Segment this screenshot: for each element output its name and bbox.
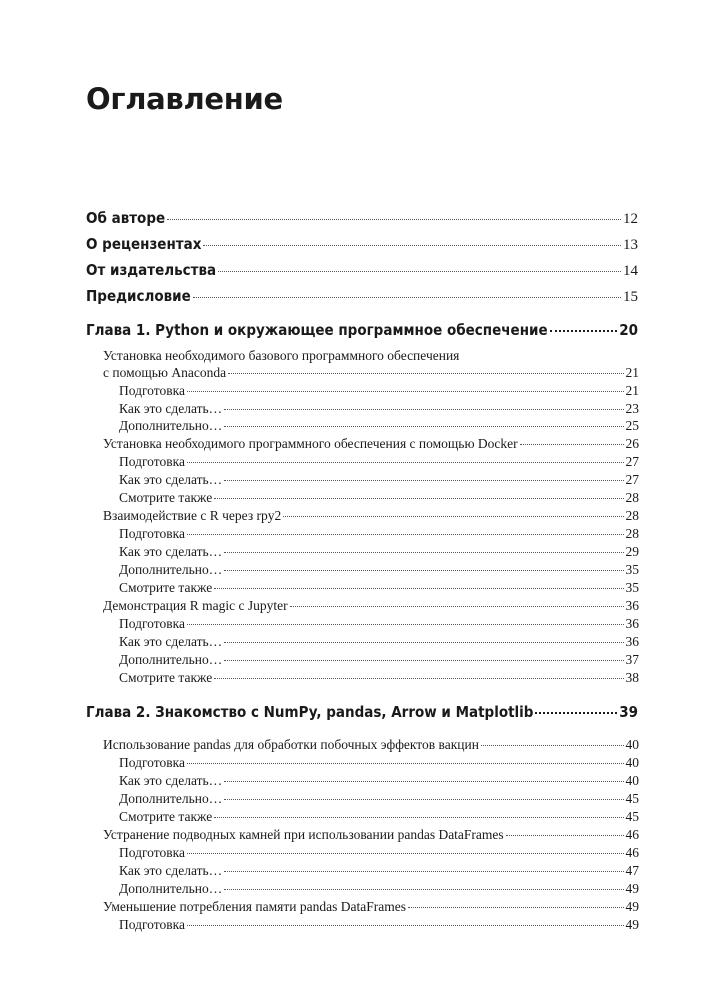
toc-subsection-label: Как это сделать… xyxy=(119,472,223,487)
toc-subsection-label: Подготовка xyxy=(119,454,185,469)
toc-subsection-label: Смотрите также xyxy=(119,809,213,824)
leader-dots xyxy=(481,745,624,746)
toc-section-page: 46 xyxy=(625,827,639,842)
toc-subsection-label: Подготовка xyxy=(119,616,185,631)
toc-subsection-page: 27 xyxy=(625,472,639,487)
toc-section-label: Устранение подводных камней при использовании pandas DataFrames xyxy=(103,827,504,842)
toc-subsection[interactable] xyxy=(119,472,639,488)
leader-dots xyxy=(224,781,623,782)
toc-subsection-page: 28 xyxy=(625,526,639,541)
leader-dots xyxy=(224,889,623,890)
toc-subsection-page: 25 xyxy=(625,418,639,433)
leader-dots xyxy=(214,588,623,589)
toc-section-label: с помощью Anaconda xyxy=(103,365,227,380)
toc-subsection-label: Дополнительно… xyxy=(119,881,223,896)
leader-dots xyxy=(187,763,624,764)
toc-subsection[interactable] xyxy=(119,634,639,650)
leader-dots xyxy=(203,245,621,246)
leader-dots xyxy=(218,271,621,272)
toc-section-page: 28 xyxy=(625,508,639,523)
toc-chapter-page: 39 xyxy=(619,703,638,721)
toc-section[interactable] xyxy=(103,365,639,381)
page-title: Оглавление xyxy=(86,82,283,116)
toc-subsection[interactable] xyxy=(119,580,639,596)
toc-chapter-label: Глава 2. Знакомство с NumPy, pandas, Arrow и Matplotlib xyxy=(86,703,534,721)
toc-entry-page: 13 xyxy=(623,237,638,253)
toc-entry-page: 15 xyxy=(623,289,638,305)
toc-subsection[interactable] xyxy=(119,881,639,897)
toc-subsection-label: Дополнительно… xyxy=(119,418,223,433)
toc-subsection-page: 29 xyxy=(625,544,639,559)
toc-section[interactable] xyxy=(103,508,639,524)
toc-subsection-label: Подготовка xyxy=(119,755,185,770)
toc-subsection-page: 35 xyxy=(625,562,639,577)
toc-subsection-page: 21 xyxy=(625,383,639,398)
toc-section[interactable] xyxy=(103,436,639,452)
toc-subsection[interactable] xyxy=(119,490,639,506)
toc-entry-preface[interactable] xyxy=(86,287,638,306)
toc-section[interactable] xyxy=(103,598,639,614)
leader-dots xyxy=(214,817,623,818)
toc-section-page: 36 xyxy=(625,598,639,613)
toc-subsection-label: Как это сделать… xyxy=(119,544,223,559)
toc-subsection-page: 36 xyxy=(625,634,639,649)
toc-subsection-page: 45 xyxy=(625,791,639,806)
leader-dots xyxy=(535,712,617,714)
leader-dots xyxy=(224,660,623,661)
toc-entry-reviewers[interactable] xyxy=(86,235,638,254)
toc-entry-label: Предисловие xyxy=(86,287,191,305)
leader-dots xyxy=(290,606,624,607)
toc-subsection-label: Подготовка xyxy=(119,917,185,932)
toc-subsection-label: Как это сделать… xyxy=(119,773,223,788)
toc-subsection[interactable] xyxy=(119,454,639,470)
leader-dots xyxy=(550,330,618,332)
toc-entry-about-author[interactable] xyxy=(86,209,638,228)
leader-dots xyxy=(224,480,623,481)
toc-subsection[interactable] xyxy=(119,562,639,578)
toc-subsection-page: 46 xyxy=(625,845,639,860)
toc-subsection[interactable] xyxy=(119,544,639,560)
toc-subsection-page: 27 xyxy=(625,454,639,469)
leader-dots xyxy=(224,570,623,571)
toc-subsection-page: 23 xyxy=(625,401,639,416)
leader-dots xyxy=(224,799,623,800)
toc-subsection-label: Смотрите также xyxy=(119,490,213,505)
toc-subsection-label: Как это сделать… xyxy=(119,634,223,649)
toc-subsection-page: 38 xyxy=(625,670,639,685)
toc-subsection-page: 40 xyxy=(625,773,639,788)
toc-subsection[interactable] xyxy=(119,652,639,668)
leader-dots xyxy=(187,391,624,392)
toc-section-page: 49 xyxy=(625,899,639,914)
toc-section-page: 40 xyxy=(625,737,639,752)
toc-subsection-page: 49 xyxy=(625,917,639,932)
toc-entry-page: 12 xyxy=(623,211,638,227)
toc-chapter-label: Глава 1. Python и окружающее программное обеспечение xyxy=(86,321,548,339)
toc-subsection-label: Подготовка xyxy=(119,845,185,860)
toc-subsection[interactable] xyxy=(119,863,639,879)
toc-section-label: Взаимодействие с R через rpy2 xyxy=(103,508,282,523)
leader-dots xyxy=(520,444,624,445)
toc-entry-page: 14 xyxy=(623,263,638,279)
leader-dots xyxy=(187,462,624,463)
leader-dots xyxy=(283,516,623,517)
toc-subsection-label: Подготовка xyxy=(119,526,185,541)
leader-dots xyxy=(506,835,624,836)
leader-dots xyxy=(408,907,624,908)
leader-dots xyxy=(187,534,624,535)
toc-section[interactable] xyxy=(103,899,639,915)
toc-subsection-label: Смотрите также xyxy=(119,670,213,685)
toc-section[interactable] xyxy=(103,827,639,843)
toc-chapter-2[interactable] xyxy=(86,703,638,721)
toc-subsection[interactable] xyxy=(119,755,639,771)
leader-dots xyxy=(214,678,623,679)
leader-dots xyxy=(167,219,621,220)
toc-subsection-label: Смотрите также xyxy=(119,580,213,595)
toc-subsection-page: 35 xyxy=(625,580,639,595)
toc-subsection-page: 47 xyxy=(625,863,639,878)
toc-subsection-page: 40 xyxy=(625,755,639,770)
toc-entry-label: Об авторе xyxy=(86,209,166,227)
toc-subsection-label: Как это сделать… xyxy=(119,401,223,416)
toc-subsection[interactable] xyxy=(119,670,639,686)
leader-dots xyxy=(224,426,623,427)
toc-subsection-page: 36 xyxy=(625,616,639,631)
toc-subsection-page: 28 xyxy=(625,490,639,505)
toc-section-line1[interactable]: Установка необходимого базового программного обеспечения xyxy=(103,348,460,363)
toc-subsection-page: 45 xyxy=(625,809,639,824)
toc-section-label: Демонстрация R magic с Jupyter xyxy=(103,598,288,613)
toc-chapter-page: 20 xyxy=(619,321,638,339)
leader-dots xyxy=(187,853,624,854)
toc-chapter-1[interactable] xyxy=(86,321,638,339)
toc-subsection-label: Дополнительно… xyxy=(119,652,223,667)
toc-subsection[interactable] xyxy=(119,616,639,632)
leader-dots xyxy=(193,297,621,298)
toc-subsection-page: 49 xyxy=(625,881,639,896)
toc-subsection-label: Дополнительно… xyxy=(119,562,223,577)
leader-dots xyxy=(187,925,624,926)
leader-dots xyxy=(228,373,623,374)
toc-section[interactable] xyxy=(103,737,639,753)
leader-dots xyxy=(214,498,623,499)
toc-subsection[interactable] xyxy=(119,773,639,789)
toc-entry-publisher[interactable] xyxy=(86,261,638,280)
toc-section-label: Использование pandas для обработки побочных эффектов вакцин xyxy=(103,737,479,752)
toc-subsection-label: Как это сделать… xyxy=(119,863,223,878)
leader-dots xyxy=(224,642,623,643)
toc-entry-label: От издательства xyxy=(86,261,217,279)
toc-section-label: Уменьшение потребления памяти pandas DataFrames xyxy=(103,899,406,914)
toc-subsection[interactable] xyxy=(119,418,639,434)
toc-subsection[interactable] xyxy=(119,845,639,861)
toc-entry-label: О рецензентах xyxy=(86,235,202,253)
toc-subsection[interactable] xyxy=(119,917,639,933)
toc-section-page: 26 xyxy=(625,436,639,451)
toc-subsection[interactable] xyxy=(119,401,639,417)
toc-subsection-label: Подготовка xyxy=(119,383,185,398)
leader-dots xyxy=(187,624,624,625)
toc-subsection[interactable] xyxy=(119,809,639,825)
toc-section-page: 21 xyxy=(625,365,639,380)
toc-section-label: Установка необходимого программного обеспечения с помощью Docker xyxy=(103,436,518,451)
toc-subsection[interactable] xyxy=(119,526,639,542)
toc-subsection-page: 37 xyxy=(625,652,639,667)
toc-subsection[interactable] xyxy=(119,791,639,807)
toc-subsection-label: Дополнительно… xyxy=(119,791,223,806)
leader-dots xyxy=(224,871,623,872)
leader-dots xyxy=(224,552,623,553)
toc-subsection[interactable] xyxy=(119,383,639,399)
leader-dots xyxy=(224,409,623,410)
